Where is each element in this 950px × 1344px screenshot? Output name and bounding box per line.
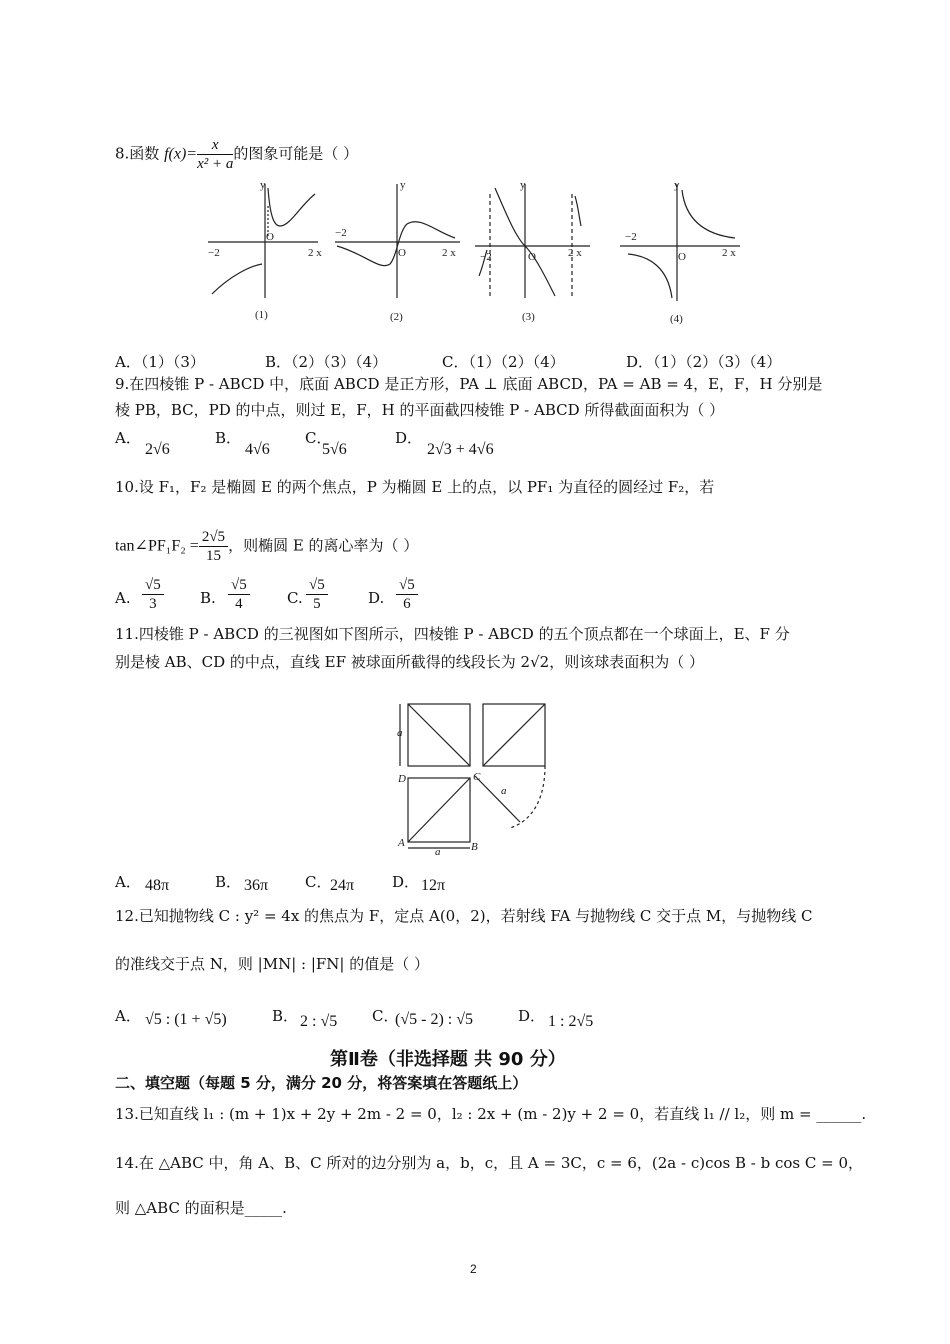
svg-text:−2: −2 [480,251,492,263]
q10-option-d: $\frac{√5}{6}$ [396,576,418,613]
q11-option-a-label: A． [115,873,141,891]
q11-three-view [395,700,555,855]
page-number: 2 [470,1262,477,1276]
q12-option-c: (√5 - 2) : √5 [395,1011,473,1028]
q14-line-1: 14.在 △ABC 中，角 A、B、C 所对的边分别为 a，b，c，且 A = 3C，c = 6，(2a - c)cos B - b cos C = 0， [115,1154,864,1172]
q11-option-d-label: D． [392,873,420,891]
q12-line-2: 的准线交于点 N，则 |MN| : |FN| 的值是（ ） [115,955,430,973]
svg-text:y: y [520,179,526,191]
svg-text:y: y [260,179,266,191]
q12-option-d: 1 : 2√5 [548,1013,594,1030]
q9-line-2: 棱 PB，BC，PD 的中点，则过 E，F，H 的平面截四棱锥 P - ABCD 所得截面面积为（ ） [115,401,725,419]
svg-text:O: O [678,251,686,263]
q10-option-b: $\frac{√5}{4}$ [228,576,250,613]
q9-option-b-label: B． [215,429,242,447]
q11-option-b-label: B． [215,873,242,891]
q9-option-d: 2√3 + 4√6 [427,441,494,458]
q8-stem: 8.函数 f(x)= $\frac{x}{\text{x² + a}}$ 的图象可能是（ ） [115,137,359,172]
section-heading: 二、填空题（每题 5 分，满分 20 分，将答案填在答题纸上） [115,1074,528,1092]
svg-text:O: O [266,231,274,243]
q8-graph-label-3: (3) [522,311,535,323]
q11-label-a: A [398,837,405,849]
svg-text:2 x: 2 x [722,247,736,259]
q12-option-d-label: D． [518,1007,546,1025]
q11-label-b: B [471,841,478,853]
svg-text:O: O [398,247,406,259]
q11-label-d: D [398,773,406,785]
part2-title: 第Ⅱ卷（非选择题 共 90 分） [330,1049,566,1070]
q12-option-a: √5 : (1 + √5) [145,1011,227,1028]
q8-graph-1 [208,184,318,298]
q8-option-d: D．（1）（2）（3）（4） [626,353,782,371]
q12-option-b: 2 : √5 [300,1013,338,1030]
q12-line-1: 12.已知抛物线 C : y² = 4x 的焦点为 F，定点 A(0，2)，若射线 FA 与抛物线 C 交于点 M，与抛物线 C [115,907,813,925]
q10-option-a-label: A. [115,589,131,607]
q8-graph-4 [620,184,740,301]
q11-label-a3: a [501,785,507,797]
svg-text:y: y [674,179,680,191]
q10-option-a: $\frac{√5}{3}$ [142,576,164,613]
q8-func: f(x)= [164,145,198,163]
q11-line-1: 11.四棱锥 P - ABCD 的三视图如下图所示，四棱锥 P - ABCD 的五个顶点都在一个球面上，E、F 分 [115,625,790,643]
q12-option-c-label: C． [372,1007,399,1025]
q11-option-a: 48π [145,877,170,894]
q9-option-b: 4√6 [245,441,270,458]
q9-option-a-label: A． [115,429,141,447]
q14-line-2: 则 △ABC 的面积是_____. [115,1199,287,1217]
q10-option-c: $\frac{√5}{5}$ [306,576,328,613]
q8-graph-label-1: (1) [255,309,268,321]
q9-line-1: 9.在四棱锥 P - ABCD 中，底面 ABCD 是正方形，PA ⊥ 底面 ABCD，PA = AB = 4，E，F，H 分别是 [115,375,823,393]
q11-label-a1: a [397,727,403,739]
q8-graphs [200,176,760,326]
q8-graph-3 [475,184,590,298]
svg-text:−2: −2 [335,227,347,239]
q10-option-c-label: C. [287,589,303,607]
q10-line-2: tan∠PF₁F₂ = $\frac{2√5}{15}$ ，则椭圆 E 的离心率为（ ） [115,529,419,564]
q12-option-a-label: A． [115,1007,141,1025]
svg-text:y: y [400,179,406,191]
svg-text:2 x: 2 x [308,247,322,259]
q11-line-2: 别是棱 AB、CD 的中点，直线 EF 被球面所截得的线段长为 2√2，则该球表面积为（ ） [115,653,704,671]
q12-option-b-label: B． [272,1007,299,1025]
q8-graph-label-2: (2) [390,311,403,323]
q11-label-a2: a [435,846,441,855]
svg-text:O: O [528,251,536,263]
q8-graph-2 [335,184,460,298]
q11-option-d: 12π [421,877,446,894]
svg-text:−2: −2 [208,247,220,259]
q8-fraction: $\frac{x}{\text{x² + a}}$ [197,137,234,172]
q11-option-c-label: C． [305,873,332,891]
svg-text:−2: −2 [625,231,637,243]
q10-option-b-label: B. [200,589,216,607]
q10-tan-fraction: $\frac{2√5}{15}$ [199,528,228,565]
q8-option-b: B．（2）（3）（4） [265,353,388,371]
q8-option-c: C．（1）（2）（4） [442,353,565,371]
q9-option-c: 5√6 [322,441,347,458]
q11-label-c: C [473,771,481,783]
q9-option-d-label: D． [395,429,423,447]
q9-option-a: 2√6 [145,441,170,458]
svg-text:2 x: 2 x [442,247,456,259]
q10-option-d-label: D. [368,589,385,607]
q10-line-1: 10.设 F₁，F₂ 是椭圆 E 的两个焦点，P 为椭圆 E 上的点，以 PF₁ 为直径的圆经过 F₂，若 [115,478,715,496]
q9-option-c-label: C． [305,429,332,447]
q11-option-c: 24π [330,877,355,894]
q13-text: 13.已知直线 l₁ : (m + 1)x + 2y + 2m - 2 = 0，l₂ : 2x + (m - 2)y + 2 = 0，若直线 l₁ // l₂，则 m = ______. [115,1105,867,1123]
q8-graph-label-4: (4) [670,313,683,325]
q11-option-b: 36π [244,877,269,894]
svg-text:2 x: 2 x [568,247,582,259]
q8-option-a: A．（1）（3） [115,353,205,371]
